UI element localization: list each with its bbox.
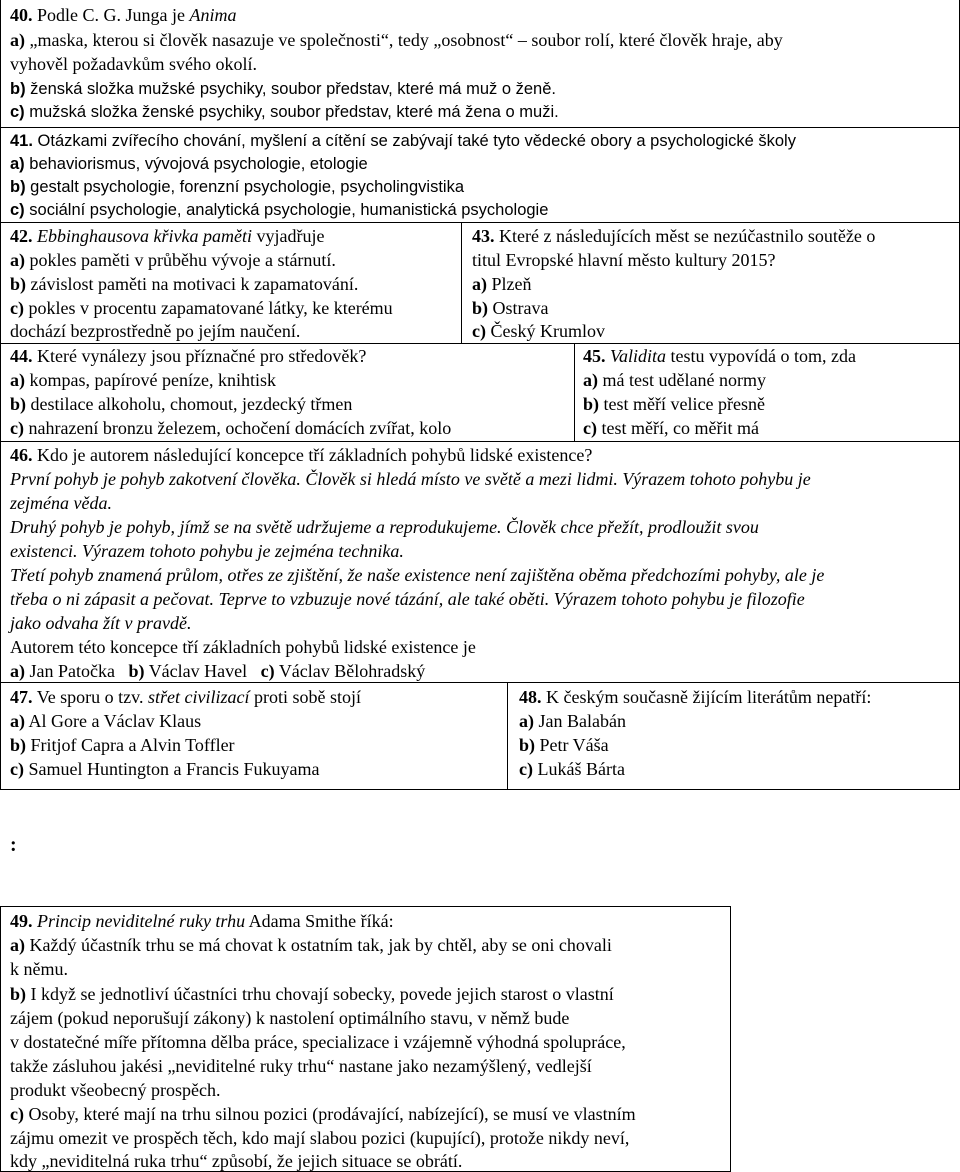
q43-option-c: c) Český Krumlov <box>472 321 605 341</box>
q42-title: 42. Ebbinghausova křivka paměti vyjadřuje <box>10 226 325 246</box>
separator-colon: : <box>10 834 17 856</box>
q40-option-b: b) ženská složka mužské psychiky, soubor představ, které má muž o ženě. <box>10 80 556 98</box>
q46-paragraph-2-line-2: existenci. Výrazem tohoto pohybu je zejména technika. <box>10 541 404 561</box>
q43-option-a: a) Plzeň <box>472 274 532 294</box>
q45-option-b: b) test měří velice přesně <box>583 394 765 414</box>
q40-option-a-cont: vyhověl požadavkům svého okolí. <box>10 54 257 74</box>
q49-option-b-line-4: takže zásluhou jakési „neviditelné ruky trhu“ nastane jako nezamýšlený, vedlejší <box>10 1056 592 1076</box>
q42-option-b: b) závislost paměti na motivaci k zapamatování. <box>10 274 359 294</box>
q43-option-b: b) Ostrava <box>472 298 549 318</box>
q49-option-b-line-5: produkt všeobecný prospěch. <box>10 1080 221 1100</box>
q48-option-c: c) Lukáš Bárta <box>519 759 625 779</box>
q42-option-c-cont: dochází bezprostředně po jejím naučení. <box>10 321 301 341</box>
q46-paragraph-1-line-1: První pohyb je pohyb zakotvení člověka. Člověk si hledá místo ve světě a mezi lidmi. Výrazem tohoto pohybu je <box>10 469 811 489</box>
q49-option-b-line-3: v dostatečné míře přítomna dělba práce, specializace i vzájemně výhodná spolupráce, <box>10 1032 626 1052</box>
q49-option-a-line-2: k němu. <box>10 959 68 979</box>
q44-title: 44. Které vynálezy jsou příznačné pro středověk? <box>10 346 367 366</box>
q48-option-b: b) Petr Váša <box>519 735 609 755</box>
q48-title: 48. K českým současně žijícím literátům nepatří: <box>519 687 872 707</box>
q46-paragraph-2-line-1: Druhý pohyb je pohyb, jímž se na světě udržujeme a reprodukujeme. Člověk chce přežít, prodloužit svou <box>10 517 759 537</box>
q49-option-b-line-2: zájem (pokud neporušují zákony) k nastolení optimálního stavu, v němž bude <box>10 1008 570 1028</box>
q40-option-a: a) „maska, kterou si člověk nasazuje ve společnosti“, tedy „osobnost“ – soubor rolí, které člověk hraje, aby <box>10 30 783 50</box>
q45-option-a: a) má test udělané normy <box>583 370 766 390</box>
q49-title: 49. Princip neviditelné ruky trhu Adama Smithe říká: <box>10 911 394 931</box>
q48-option-a: a) Jan Balabán <box>519 711 626 731</box>
q42-option-c: c) pokles v procentu zapamatované látky, ke kterému <box>10 298 393 318</box>
q47-option-b: b) Fritjof Capra a Alvin Toffler <box>10 735 235 755</box>
q46-paragraph-3-line-3: jako odvaha žít v pravdě. <box>10 613 192 633</box>
q41-option-c: c) sociální psychologie, analytická psychologie, humanistická psychologie <box>10 201 549 219</box>
q42-option-a: a) pokles paměti v průběhu vývoje a stárnutí. <box>10 250 336 270</box>
q49-option-c-line-3: kdy „neviditelná ruka trhu“ způsobí, že jejich situace se obrátí. <box>10 1151 463 1171</box>
q49-option-c-line-1: c) Osoby, které mají na trhu silnou pozici (prodávající, nabízející), se musí ve vlastním <box>10 1104 636 1124</box>
q40-option-c: c) mužská složka ženské psychiky, soubor představ, které má žena o muži. <box>10 103 559 121</box>
q47-title: 47. Ve sporu o tzv. střet civilizací proti sobě stojí <box>10 687 361 707</box>
q49-option-b-line-1: b) I když se jednotliví účastníci trhu chovají sobecky, povede jejich starost o vlastní <box>10 984 614 1004</box>
q47-option-a: a) Al Gore a Václav Klaus <box>10 711 202 731</box>
q46-options: a) Jan Patočka b) Václav Havel c) Václav Bělohradský <box>10 661 426 681</box>
q46-title: 46. Kdo je autorem následující koncepce tří základních pohybů lidské existence? <box>10 445 593 465</box>
q49-option-c-line-2: zájmu omezit ve prospěch těch, kdo mají slabou pozici (kupující), protože nikdy neví, <box>10 1128 630 1148</box>
q41-title: 41. Otázkami zvířecího chování, myšlení a cítění se zabývají také tyto vědecké obory a psychologické školy <box>10 132 796 150</box>
q40-title: 40. Podle C. G. Junga je Anima <box>10 5 237 25</box>
q41-option-b: b) gestalt psychologie, forenzní psychologie, psycholingvistika <box>10 178 464 196</box>
q46-question: Autorem této koncepce tří základních pohybů lidské existence je <box>10 637 476 657</box>
q44-option-b: b) destilace alkoholu, chomout, jezdecký třmen <box>10 394 353 414</box>
q46-paragraph-3-line-2: třeba o ni zápasit a pečovat. Teprve to vzbuzuje nové tázání, ale také oběti. Výrazem tohoto pohybu je filozofie <box>10 589 805 609</box>
q45-option-c: c) test měří, co měřit má <box>583 418 759 438</box>
q46-paragraph-1-line-2: zejména věda. <box>10 493 112 513</box>
q43-title-cont: titul Evropské hlavní město kultury 2015? <box>472 250 776 270</box>
q46-paragraph-3-line-1: Třetí pohyb znamená průlom, otřes ze zjištění, že naše existence není zajištěna oběma předchozími pohyby, ale je <box>10 565 825 585</box>
q44-option-a: a) kompas, papírové peníze, knihtisk <box>10 370 276 390</box>
q44-option-c: c) nahrazení bronzu železem, ochočení domácích zvířat, kolo <box>10 418 452 438</box>
q41-option-a: a) behaviorismus, vývojová psychologie, etologie <box>10 155 368 173</box>
q47-option-c: c) Samuel Huntington a Francis Fukuyama <box>10 759 320 779</box>
q49-option-a-line-1: a) Každý účastník trhu se má chovat k ostatním tak, jak by chtěl, aby se oni chovali <box>10 935 612 955</box>
q43-title: 43. Které z následujících měst se nezúčastnilo soutěže o <box>472 226 876 246</box>
q45-title: 45. Validita testu vypovídá o tom, zda <box>583 346 856 366</box>
